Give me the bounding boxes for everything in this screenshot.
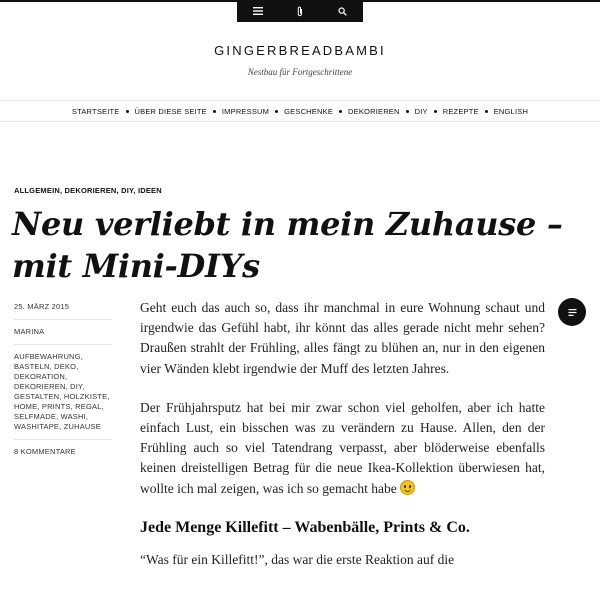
primary-nav — [0, 101, 600, 121]
paragraph: “Was für ein Killefitt!”, das war die erste Reaktion auf die — [140, 551, 455, 567]
post-tags[interactable]: AUFBEWAHRUNG, BASTELN, DEKO, DEKORATION, DEKORIEREN, DIY, GESTALTEN, HOLZKISTE, HOME, PRINTS, REGAL, SELFMADE, WASHI, WASHITAPE, ZUHAUSE — [14, 352, 110, 431]
nav-separator — [126, 110, 129, 113]
post-tags-block — [14, 352, 111, 440]
nav-separator — [339, 110, 342, 113]
post-comments-link[interactable]: 8 KOMMENTARE — [14, 447, 76, 456]
section-heading: Jede Menge Killefitt – Wabenbälle, Prints & Co. — [140, 518, 470, 536]
nav-item-startseite[interactable]: STARTSEITE — [71, 106, 120, 116]
nav-separator — [406, 110, 409, 113]
nav-item-english[interactable]: ENGLISH — [493, 106, 529, 116]
nav-item-diy[interactable]: DIY — [414, 106, 428, 116]
post-comments-block — [14, 447, 111, 464]
nav-item-impressum[interactable]: IMPRESSUM — [221, 106, 270, 116]
post-format-badge[interactable] — [558, 298, 586, 326]
nav-item-geschenke[interactable]: GESCHENKE — [284, 106, 334, 116]
post-author-block — [14, 327, 111, 345]
smiley-icon — [400, 480, 415, 495]
nav-divider-bottom — [0, 121, 600, 122]
post-meta — [14, 302, 111, 471]
nav-item-dekorieren[interactable]: DEKORIEREN — [348, 106, 400, 116]
post-date[interactable]: 25. MÄRZ 2015 — [14, 302, 70, 311]
paragraph — [140, 398, 545, 499]
post-content — [140, 298, 545, 589]
nav-item-rezepte[interactable]: REZEPTE — [442, 106, 479, 116]
post-categories[interactable] — [14, 186, 162, 195]
nav-item-ueber[interactable]: ÜBER DIESE SEITE — [134, 106, 207, 116]
menu-icon — [253, 7, 263, 15]
nav-separator — [434, 110, 437, 113]
search-toggle[interactable] — [321, 0, 363, 22]
document-icon — [568, 308, 577, 317]
search-icon — [338, 7, 347, 16]
nav-separator — [485, 110, 488, 113]
toggle-bar — [237, 0, 363, 22]
nav-separator — [213, 110, 216, 113]
site-tagline: Nestbau für Fortgeschrittene — [247, 67, 353, 77]
post-author[interactable]: MARINA — [14, 327, 45, 336]
menu-toggle[interactable] — [237, 0, 279, 22]
paragraph-text: Der Frühjahrsputz hat bei mir zwar schon viel geholfen, aber ich hatte einfach Lust, ein bisschen was zu verändern zu Hause. Allen, den der Frühling auch so viel Tatendrang verpasst, aber blöderweise ebenfalls keinen dreistelligen Betrag für die neue Ikea-Kollektion überwiesen hat, wollte ich mal zeigen, was ich so gemacht habe — [140, 399, 545, 496]
paragraph: Geht euch das auch so, dass ihr manchmal in eure Wohnung schaut und irgendwie das Gefühl habt, ihr könnt das alles gerade nicht mehr sehen? Draußen strahlt der Frühling, alles fängt zu blühen an, nur in den eigenen vier Wänden klebt irgendwie der Muff des letzten Jahres. — [140, 300, 545, 376]
paperclip-icon — [296, 6, 304, 17]
nav-separator — [275, 110, 278, 113]
post-title[interactable]: Neu verliebt in mein Zuhause – mit Mini-DIYs — [12, 205, 563, 285]
site-title[interactable]: GINGERBREADBAMBI — [214, 43, 386, 58]
category-links[interactable]: ALLGEMEIN, DEKORIEREN, DIY, IDEEN — [14, 186, 162, 195]
widgets-toggle[interactable] — [279, 0, 321, 22]
post-date-block — [14, 302, 111, 320]
